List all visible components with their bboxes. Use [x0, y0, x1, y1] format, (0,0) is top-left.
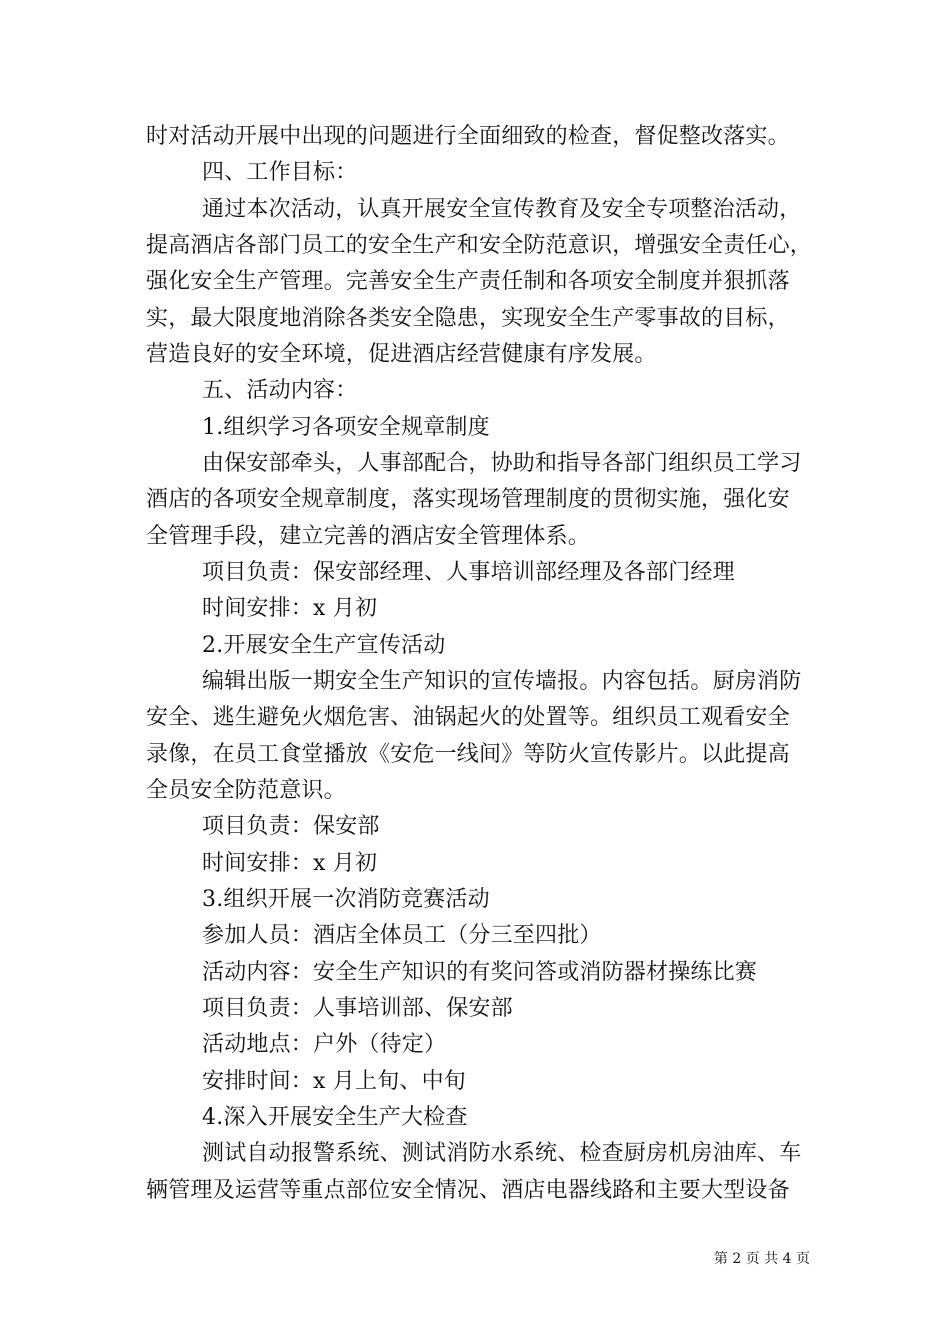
page-number: 第 2 页 共 4 页: [713, 1251, 810, 1267]
text-line: 项目负责：人事培训部、保安部: [202, 996, 513, 1021]
text-line: 实，最大限度地消除各类安全隐患，实现安全生产零事故的目标，: [146, 306, 790, 331]
text-line: 参加人员：酒店全体员工（分三至四批）: [202, 923, 602, 948]
text-line: 营造良好的安全环境，促进酒店经营健康有序发展。: [146, 342, 657, 367]
text-line: 全管理手段，建立完善的酒店安全管理体系。: [146, 524, 591, 549]
text-line: 录像，在员工食堂播放《安危一线间》等防火宣传影片。以此提高: [146, 742, 790, 767]
subsection-heading: 3.组织开展一次消防竞赛活动: [202, 887, 490, 912]
text-line: 项目负责：保安部: [202, 814, 380, 839]
text-line: 时间安排：x 月初: [202, 596, 378, 621]
text-line: 活动内容：安全生产知识的有奖问答或消防器材操练比赛: [202, 960, 758, 985]
text-line: 活动地点：户外（待定）: [202, 1032, 447, 1057]
text-line: 辆管理及运营等重点部位安全情况、酒店电器线路和主要大型设备: [146, 1178, 790, 1203]
text-line: 项目负责：保安部经理、人事培训部经理及各部门经理: [202, 560, 735, 585]
text-line: 安排时间：x 月上旬、中旬: [202, 1069, 467, 1094]
text-line: 由保安部牵头，人事部配合，协助和指导各部门组织员工学习: [202, 451, 802, 476]
text-line: 全员安全防范意识。: [146, 778, 346, 803]
text-line: 测试自动报警系统、测试消防水系统、检查厨房机房油库、车: [202, 1141, 802, 1166]
text-line: 时间安排：x 月初: [202, 851, 378, 876]
text-line: 安全、逃生避免火烟危害、油锅起火的处置等。组织员工观看安全: [146, 705, 790, 730]
text-line: 强化安全生产管理。完善安全生产责任制和各项安全制度并狠抓落: [146, 269, 790, 294]
text-line: 提高酒店各部门员工的安全生产和安全防范意识，增强安全责任心，: [146, 233, 813, 258]
text-line: 酒店的各项安全规章制度，落实现场管理制度的贯彻实施，强化安: [146, 487, 790, 512]
section-heading: 五、活动内容：: [202, 378, 358, 403]
subsection-heading: 1.组织学习各项安全规章制度: [202, 415, 490, 440]
section-heading: 四、工作目标：: [202, 160, 358, 185]
text-line: 编辑出版一期安全生产知识的宣传墙报。内容包括。厨房消防: [202, 669, 802, 694]
text-line: 通过本次活动，认真开展安全宣传教育及安全专项整治活动，: [202, 197, 802, 222]
subsection-heading: 4.深入开展安全生产大检查: [202, 1105, 468, 1130]
subsection-heading: 2.开展安全生产宣传活动: [202, 633, 446, 658]
text-line: 时对活动开展中出现的问题进行全面细致的检查，督促整改落实。: [146, 124, 790, 149]
